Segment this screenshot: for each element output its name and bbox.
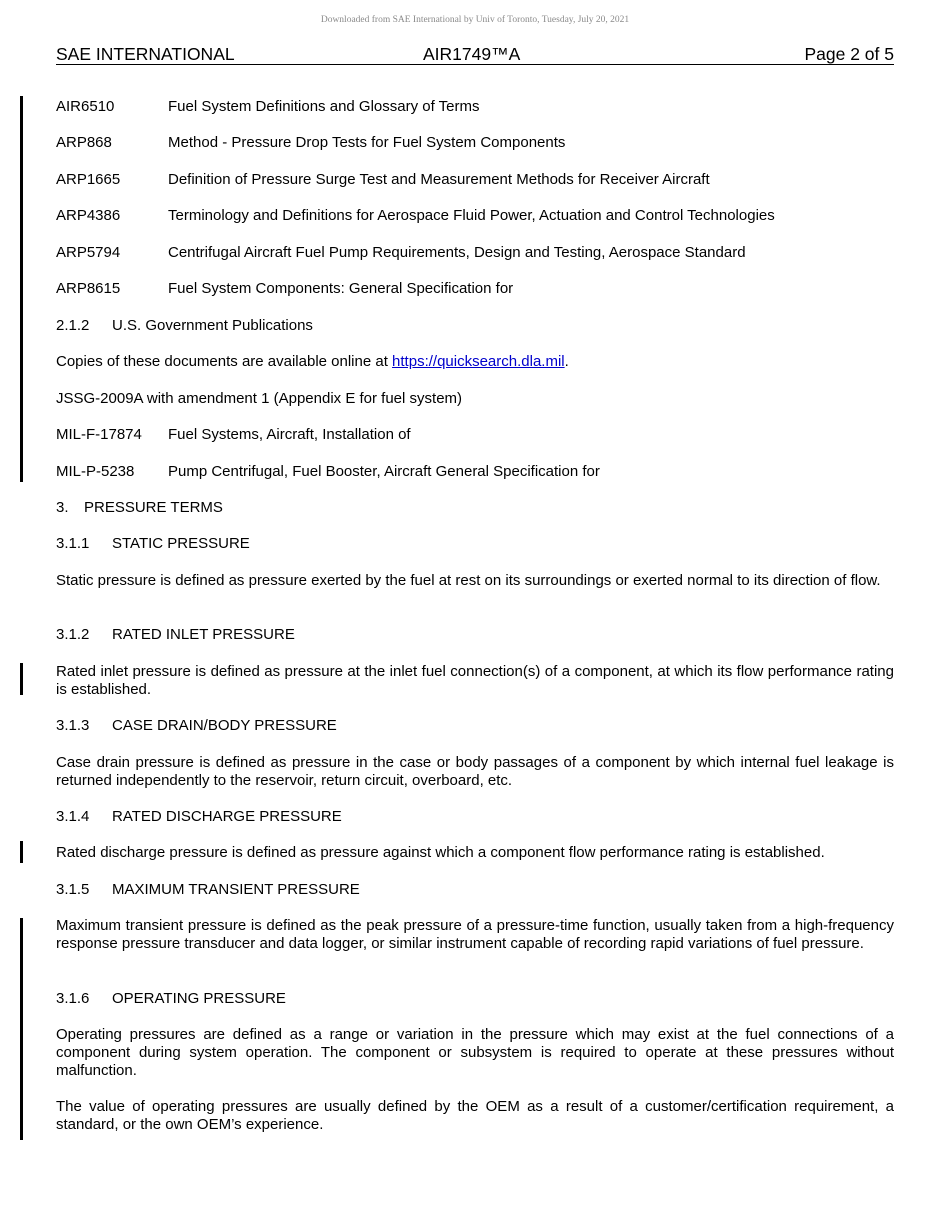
- reference-item: [56, 426, 411, 444]
- quicksearch-link[interactable]: https://quicksearch.dla.mil: [392, 353, 565, 370]
- reference-code: ARP5794: [56, 244, 121, 261]
- page-header: [56, 44, 894, 65]
- term-title: MAXIMUM TRANSIENT PRESSURE: [112, 881, 360, 898]
- term-number: 3.1.5: [56, 881, 90, 898]
- download-watermark: Downloaded from SAE International by Univ of Toronto, Tuesday, July 20, 2021: [320, 15, 630, 25]
- change-bar: [20, 663, 23, 695]
- reference-code: AIR6510: [56, 98, 115, 115]
- term-title: RATED INLET PRESSURE: [112, 626, 295, 643]
- reference-item: [56, 134, 565, 152]
- header-publisher: SAE INTERNATIONAL: [56, 44, 235, 64]
- reference-code: MIL-P-5238: [56, 463, 135, 480]
- reference-item: [56, 171, 710, 189]
- header-document-number: AIR1749™A: [423, 44, 521, 64]
- availability-text: Copies of these documents are available online at: [56, 353, 393, 370]
- section-number: 2.1.2: [56, 317, 90, 334]
- term-number: 3.1.6: [56, 990, 90, 1007]
- reference-item: [56, 463, 600, 481]
- reference-title: Fuel System Definitions and Glossary of Terms: [168, 98, 480, 115]
- reference-title: JSSG-2009A with amendment 1 (Appendix E for fuel system): [56, 390, 463, 407]
- reference-title: Centrifugal Aircraft Fuel Pump Requirements, Design and Testing, Aerospace Standard: [168, 244, 746, 261]
- term-heading: [56, 990, 286, 1008]
- term-heading: [56, 626, 295, 644]
- reference-item: [56, 207, 775, 225]
- term-definition: Maximum transient pressure is defined as the peak pressure of a pressure-time function, usually taken from a high-frequency response pressure transducer and data logger, or similar instrument capable of recording rapid variations of fuel pressure.: [56, 917, 894, 952]
- reference-code: ARP1665: [56, 171, 121, 188]
- term-number: 3.1.4: [56, 808, 90, 825]
- reference-item: [56, 280, 513, 298]
- change-bar: [20, 918, 23, 1140]
- reference-title: Method - Pressure Drop Tests for Fuel System Components: [168, 134, 566, 151]
- reference-title: Pump Centrifugal, Fuel Booster, Aircraft General Specification for: [168, 463, 600, 480]
- term-number: 3.1.1: [56, 535, 90, 552]
- reference-title: Terminology and Definitions for Aerospace Fluid Power, Actuation and Control Technologies: [168, 207, 775, 224]
- term-title: STATIC PRESSURE: [112, 535, 250, 552]
- header-page-number: Page 2 of 5: [804, 44, 894, 64]
- reference-code: ARP868: [56, 134, 112, 151]
- section-title: PRESSURE TERMS: [84, 499, 223, 516]
- term-definition: Rated inlet pressure is defined as pressure at the inlet fuel connection(s) of a component, at which its flow performance rating is established.: [56, 663, 894, 698]
- section-heading: [56, 317, 313, 335]
- term-title: RATED DISCHARGE PRESSURE: [112, 808, 342, 825]
- reference-item: [56, 390, 462, 408]
- change-bar: [20, 96, 23, 482]
- term-title: CASE DRAIN/BODY PRESSURE: [112, 717, 337, 734]
- availability-note: [56, 353, 569, 371]
- reference-code: ARP4386: [56, 207, 121, 224]
- availability-suffix: .: [564, 353, 569, 370]
- term-definition: The value of operating pressures are usually defined by the OEM as a result of a customer/certification requirement, a standard, or the own OEM’s experience.: [56, 1098, 894, 1133]
- term-heading: [56, 881, 360, 899]
- section-number: 3.: [56, 499, 69, 516]
- reference-item: [56, 244, 746, 262]
- reference-title: Definition of Pressure Surge Test and Measurement Methods for Receiver Aircraft: [168, 171, 710, 188]
- change-bar: [20, 841, 23, 863]
- term-definition: Rated discharge pressure is defined as pressure against which a component flow performance rating is established.: [56, 844, 825, 861]
- term-heading: [56, 535, 250, 553]
- term-number: 3.1.3: [56, 717, 90, 734]
- reference-code: MIL-F-17874: [56, 426, 142, 443]
- reference-item: [56, 98, 480, 116]
- section-title: U.S. Government Publications: [112, 317, 313, 334]
- reference-title: Fuel System Components: General Specification for: [168, 280, 514, 297]
- term-heading: [56, 717, 337, 735]
- term-definition: Case drain pressure is defined as pressure in the case or body passages of a component by which internal fuel leakage is returned independently to the reservoir, return circuit, overboard, etc.: [56, 754, 894, 789]
- term-title: OPERATING PRESSURE: [112, 990, 286, 1007]
- reference-title: Fuel Systems, Aircraft, Installation of: [168, 426, 411, 443]
- term-number: 3.1.2: [56, 626, 90, 643]
- term-definition: Operating pressures are defined as a range or variation in the pressure which may exist at the fuel connections of a component during system operation. The component or subsystem is required to operate at these pressures without malfunction.: [56, 1026, 894, 1079]
- reference-code: ARP8615: [56, 280, 121, 297]
- term-definition: Static pressure is defined as pressure exerted by the fuel at rest on its surroundings or exerted normal to its direction of flow.: [56, 572, 881, 589]
- section-heading: [56, 499, 223, 517]
- term-heading: [56, 808, 342, 826]
